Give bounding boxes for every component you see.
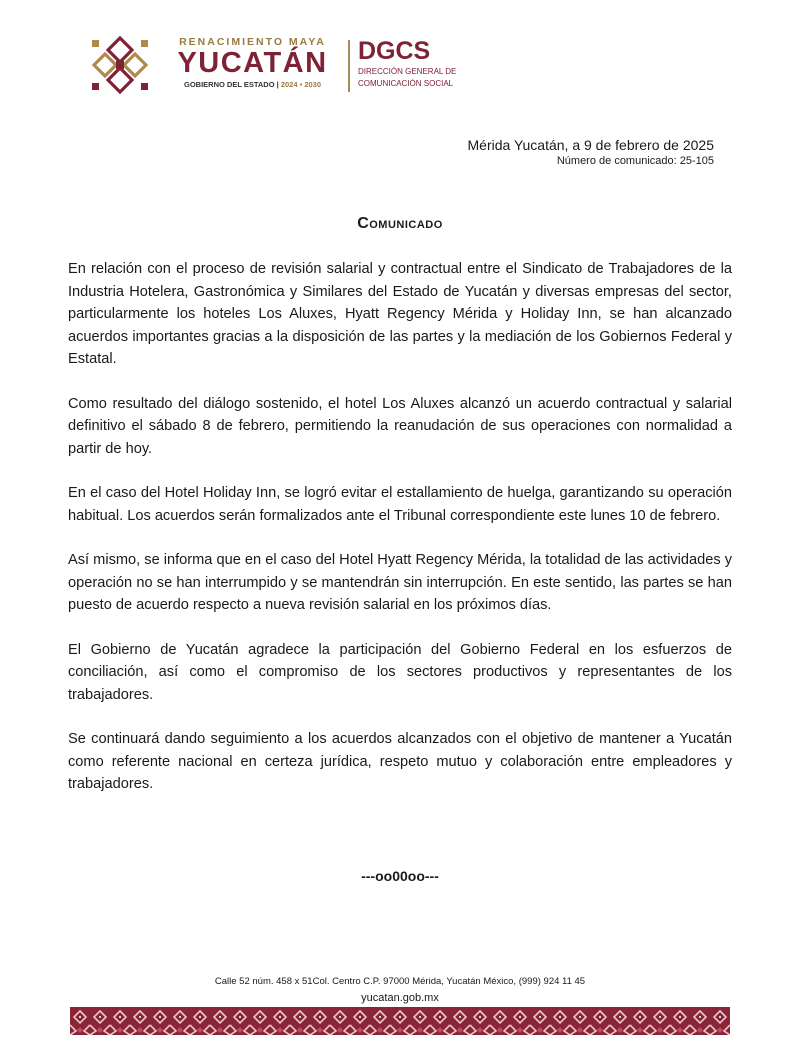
end-separator: ---oo00oo--- <box>361 868 439 884</box>
paragraph: El Gobierno de Yucatán agradece la participación del Gobierno Federal en los esfuerzos de conciliación, así como el compromiso de los sectores productivos y representantes de los trabajadores. <box>68 641 732 703</box>
decorative-pattern-band <box>70 1007 730 1035</box>
footer-website: yucatan.gob.mx <box>361 992 439 1004</box>
dgcs-line-1: DIRECCIÓN GENERAL DE <box>358 67 457 76</box>
page-title: Comunicado <box>357 215 443 232</box>
footer <box>0 975 800 1006</box>
dateline <box>468 136 714 169</box>
brand-name: YUCATÁN <box>177 47 328 79</box>
state-brand <box>160 36 345 89</box>
header-divider <box>348 40 350 92</box>
dgcs-logo <box>358 38 456 89</box>
dgcs-title: DGCS <box>358 37 431 65</box>
footer-address: Calle 52 núm. 458 x 51Col. Centro C.P. 97000 Mérida, Yucatán México, (999) 924 11 45 <box>214 976 586 987</box>
paragraph: Como resultado del diálogo sostenido, el hotel Los Aluxes alcanzó un acuerdo contractual y salarial definitivo el sábado 8 de febrero, permitiendo la reanudación de sus operaciones con normalidad a partir de hoy. <box>68 395 732 457</box>
maya-pattern-logo-icon <box>88 34 152 96</box>
dgcs-line-2: COMUNICACIÓN SOCIAL <box>358 79 454 88</box>
paragraph: En relación con el proceso de revisión salarial y contractual entre el Sindicato de Trabajadores de la Industria Hotelera, Gastronómica y Similares del Estado de Yucatán y diversas empresas del sector, particularmente los hoteles Los Aluxes, Hyatt Regency Mérida y Holiday Inn, se han alcanzado acuerdos importantes gracias a la disposición de las partes y la mediación de los Gobiernos Federal y Estatal. <box>68 261 732 367</box>
press-release-body <box>68 258 732 818</box>
paragraph: Se continuará dando seguimiento a los acuerdos alcanzados con el objetivo de mantener a Yucatán como referente nacional en certeza jurídica, respeto mutuo y colaboración entre empleadores y trabajadores. <box>68 731 732 792</box>
paragraph: Así mismo, se informa que en el caso del Hotel Hyatt Regency Mérida, la totalidad de las actividades y operación no se han interrumpido y se mantendrán sin interrupción. En este sentido, las partes se han puesto de acuerdo respecto a nueva revisión salarial en los próximos días. <box>68 552 732 613</box>
paragraph: En el caso del Hotel Holiday Inn, se logró evitar el estallamiento de huelga, garantizando su operación habitual. Los acuerdos serán formalizados ante el Tribunal correspondiente este lunes 10 de febrero. <box>68 485 732 524</box>
date-text: Mérida Yucatán, a 9 de febrero de 2025 <box>467 137 714 153</box>
brand-years: 2024 • 2030 <box>280 80 322 89</box>
brand-tagline: RENACIMIENTO MAYA <box>179 36 326 48</box>
letterhead <box>88 34 468 96</box>
brand-subtitle-text: GOBIERNO DEL ESTADO <box>183 80 275 89</box>
brand-subtitle: GOBIERNO DEL ESTADO | 2024 • 2030 <box>183 80 322 89</box>
release-number: Número de comunicado: 25-105 <box>556 155 714 167</box>
